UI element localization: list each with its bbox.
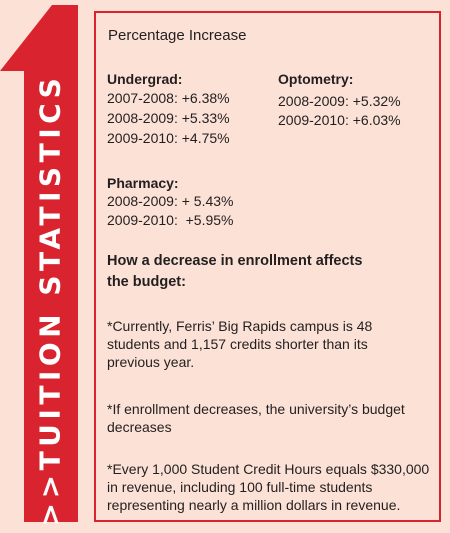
undergrad-row: 2007-2008: +6.38% (107, 90, 230, 106)
pharmacy-label: Pharmacy: (107, 175, 179, 191)
paragraph-line: *Currently, Ferris’ Big Rapids campus is 48 (107, 318, 373, 334)
side-title: >>TUITION STATISTICS (33, 73, 67, 527)
paragraph-line: *If enrollment decreases, the university’s budget (107, 401, 405, 417)
paragraph-line: in revenue, including 100 full-time students (107, 479, 373, 495)
optometry-label: Optometry: (278, 71, 354, 87)
budget-paragraph (107, 460, 437, 514)
panel-heading: Percentage Increase (108, 27, 247, 44)
undergrad-label: Undergrad: (107, 71, 183, 87)
optometry-row: 2009-2010: +6.03% (278, 112, 401, 128)
undergrad-row: 2008-2009: +5.33% (107, 110, 230, 126)
paragraph-line: *Every 1,000 Student Credit Hours equals $330,000 (107, 461, 430, 477)
paragraph-line: representing nearly a million dollars in revenue. (107, 497, 401, 513)
undergrad-row: 2009-2010: +4.75% (107, 130, 230, 146)
paragraph-line: decreases (107, 419, 172, 435)
budget-paragraph (107, 317, 437, 371)
pharmacy-row: 2008-2009: + 5.43% (107, 193, 234, 209)
budget-paragraph (107, 400, 437, 436)
paragraph-line: previous year. (107, 354, 195, 370)
budget-heading-line: the budget: (107, 274, 186, 290)
paragraph-line: students and 1,157 credits shorter than its (107, 336, 368, 352)
optometry-row: 2008-2009: +5.32% (278, 93, 401, 109)
budget-heading-line: How a decrease in enrollment affects (107, 253, 363, 269)
pharmacy-row: 2009-2010: +5.95% (107, 212, 234, 228)
